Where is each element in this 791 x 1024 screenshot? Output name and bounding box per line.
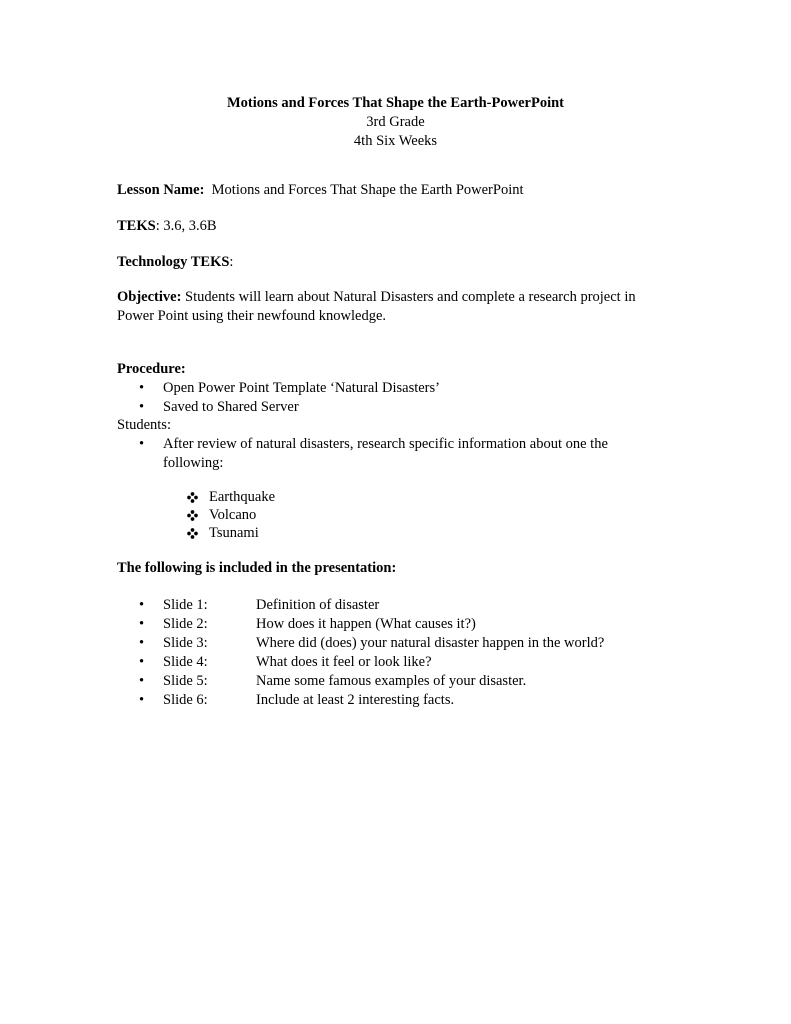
bullet-icon: • (139, 692, 145, 708)
slide-label: Slide 4: (163, 654, 208, 670)
slide-label: Slide 2: (163, 616, 208, 632)
slide-label: Slide 3: (163, 635, 208, 651)
bullet-icon: • (139, 616, 145, 632)
list-item: Earthquake (187, 488, 275, 506)
students-label: Students: (117, 417, 171, 433)
bullet-icon: • (139, 654, 145, 670)
bullet-icon: • (139, 399, 145, 415)
slide-label: Slide 6: (163, 692, 208, 708)
presentation-heading: The following is included in the presentation: (117, 560, 397, 576)
slide-label: Slide 5: (163, 673, 208, 689)
grade-line: 3rd Grade (366, 114, 425, 130)
document-title: Motions and Forces That Shape the Earth-PowerPoint (227, 95, 564, 111)
teks-label: TEKS (117, 218, 156, 234)
bullet-icon: • (139, 635, 145, 651)
list-item: • Open Power Point Template ‘Natural Disasters’ (139, 380, 440, 396)
slide-label: Slide 1: (163, 597, 208, 613)
students-list (139, 435, 608, 473)
list-item: Tsunami (187, 524, 275, 542)
procedure-heading: Procedure: (117, 361, 186, 377)
list-item: • After review of natural disasters, research specific information about one the following: (139, 436, 608, 471)
technology-teks-line (117, 253, 697, 272)
slide-description: What does it feel or look like? (256, 654, 432, 670)
diamond-bullet-icon (187, 528, 198, 539)
slide-description: Name some famous examples of your disaster. (256, 673, 527, 689)
teks-value: : 3.6, 3.6B (155, 218, 217, 234)
document-header (0, 94, 791, 151)
lesson-name-value: Motions and Forces That Shape the Earth PowerPoint (211, 182, 524, 198)
period-line: 4th Six Weeks (353, 133, 438, 149)
lesson-name-line (117, 181, 697, 200)
objective-line-1: Students will learn about Natural Disasters and complete a research project in (185, 289, 636, 305)
diamond-bullet-icon (187, 492, 198, 503)
slide-description: How does it happen (What causes it?) (256, 616, 476, 632)
list-item: • Saved to Shared Server (139, 399, 299, 415)
bullet-icon: • (139, 380, 145, 396)
slide-description: Definition of disaster (256, 597, 380, 613)
bullet-icon: • (139, 673, 145, 689)
technology-teks-value: : (229, 254, 234, 270)
slide-description: Where did (does) your natural disaster happen in the world? (256, 635, 605, 651)
objective-paragraph (117, 288, 697, 326)
technology-teks-label: Technology TEKS (117, 254, 230, 270)
bullet-icon: • (139, 436, 145, 452)
bullet-icon: • (139, 597, 145, 613)
disaster-options-list (187, 488, 275, 542)
teks-line (117, 217, 697, 236)
objective-line-2: Power Point using their newfound knowledge. (117, 308, 387, 324)
procedure-list (139, 379, 440, 417)
slide-description: Include at least 2 interesting facts. (256, 692, 455, 708)
objective-label: Objective: (117, 289, 182, 305)
lesson-name-label: Lesson Name: (117, 182, 205, 198)
diamond-bullet-icon (187, 510, 198, 521)
list-item: Volcano (187, 506, 275, 524)
